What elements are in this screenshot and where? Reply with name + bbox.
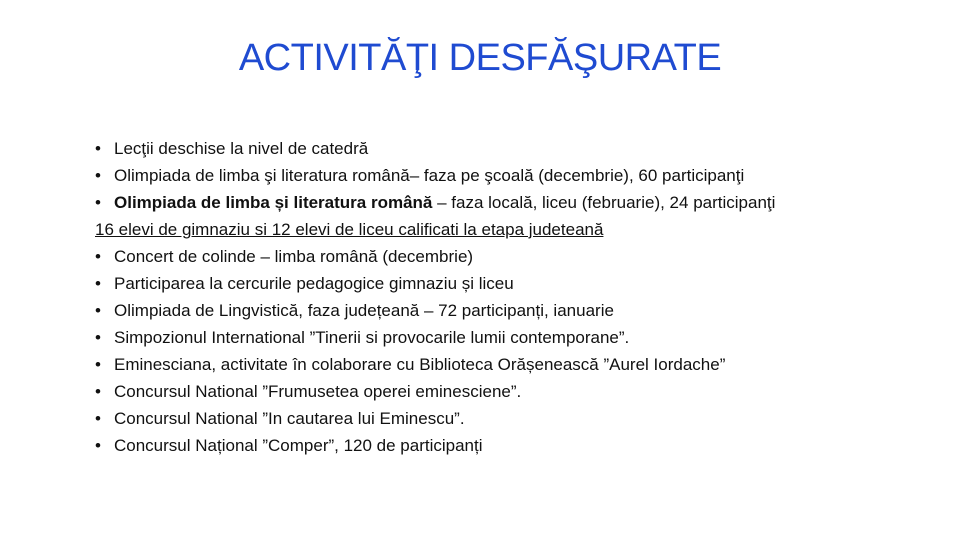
bullet-icon: • xyxy=(95,436,101,455)
list-item xyxy=(95,243,935,270)
list-item-text: Simpozionul International ”Tinerii si provocarile lumii contemporane”. xyxy=(114,328,630,347)
list-item-bold-text: Olimpiada de limba și literatura română xyxy=(114,193,433,212)
list-item xyxy=(95,297,935,324)
list-item-text: Olimpiada de limba şi literatura română– faza pe şcoală (decembrie), 60 participanţi xyxy=(114,166,745,185)
bullet-icon: • xyxy=(95,355,101,374)
list-item xyxy=(95,324,935,351)
qualified-students-note: 16 elevi de gimnaziu si 12 elevi de liceu calificati la etapa judeteană xyxy=(95,220,604,239)
bullet-icon: • xyxy=(95,382,101,401)
list-item xyxy=(95,378,935,405)
list-item-text: Participarea la cercurile pedagogice gimnaziu și liceu xyxy=(114,274,514,293)
bullet-icon: • xyxy=(95,247,101,266)
list-item xyxy=(95,432,935,459)
list-item xyxy=(95,162,935,189)
list-item-text: Concursul National ”In cautarea lui Eminescu”. xyxy=(114,409,465,428)
bullet-icon: • xyxy=(95,409,101,428)
bullet-icon: • xyxy=(95,193,101,212)
bullet-icon: • xyxy=(95,301,101,320)
bullet-icon: • xyxy=(95,274,101,293)
bullet-icon: • xyxy=(95,166,101,185)
list-item xyxy=(95,189,935,216)
list-item xyxy=(95,351,935,378)
list-item-text: Eminesciana, activitate în colaborare cu Biblioteca Orășenească ”Aurel Iordache” xyxy=(114,355,726,374)
bullet-icon: • xyxy=(95,328,101,347)
list-item-text: Lecţii deschise la nivel de catedră xyxy=(114,139,369,158)
list-item xyxy=(95,135,935,162)
list-item-text: Olimpiada de Lingvistică, faza județeană – 72 participanți, ianuarie xyxy=(114,301,614,320)
list-item-note xyxy=(95,216,935,243)
list-item-text: – faza locală, liceu (februarie), 24 participanţi xyxy=(432,193,776,212)
list-item xyxy=(95,270,935,297)
slide-title: ACTIVITĂŢI DESFĂŞURATE xyxy=(238,37,722,79)
list-item-text: Concert de colinde – limba română (decembrie) xyxy=(114,247,474,266)
activity-list xyxy=(95,135,935,459)
list-item-text: Concursul Național ”Comper”, 120 de participanți xyxy=(114,436,483,455)
bullet-icon: • xyxy=(95,139,101,158)
list-item-text: Concursul National ”Frumusetea operei eminesciene”. xyxy=(114,382,522,401)
list-item xyxy=(95,405,935,432)
